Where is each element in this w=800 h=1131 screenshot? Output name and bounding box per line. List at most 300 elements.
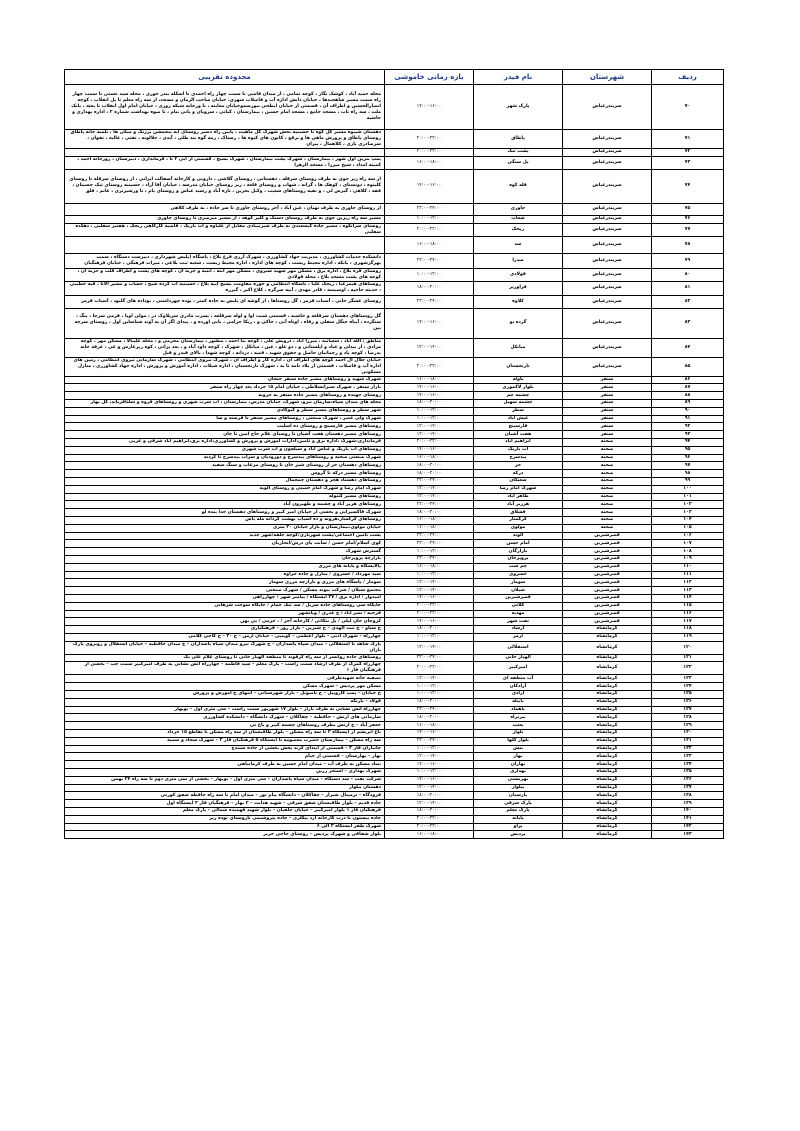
area-cell: فولاد – بارنکه	[65, 698, 385, 706]
area-cell: تصفیه خانه شهیدطرقی	[65, 675, 385, 683]
row-number: ۷۶	[652, 215, 724, 223]
feeder-cell: بعثت	[474, 722, 563, 730]
city-cell: قصرشیرین	[563, 563, 652, 571]
area-cell: بازار سنقر ، شهرک سبزانشلاطی ، خیابان امام ۱۵ خرداد بعد چهار راه سنقر	[65, 384, 385, 392]
outage-time-cell: ۲۰:۰۰-۲۲:۰۰	[385, 610, 474, 618]
table-row	[65, 477, 724, 485]
outage-time-cell: ۱۶:۰۰-۱۸:۰۰	[385, 563, 474, 571]
feeder-cell: فارسینج	[474, 423, 563, 431]
table-row	[65, 808, 724, 816]
row-number: ۱۲۶	[652, 698, 724, 706]
table-row	[65, 493, 724, 501]
table-row	[65, 792, 724, 800]
feeder-cell: سومار	[474, 579, 563, 587]
table-row	[65, 815, 724, 823]
feeder-cell: حر	[474, 462, 563, 470]
row-number: ۹۹	[652, 477, 724, 485]
area-cell: کروچان خان لیلی / پل نتکانی / کارخانه آجر / ، خرمی / بی بهن	[65, 618, 385, 626]
feeder-cell: امام حسن	[474, 540, 563, 548]
area-cell: از روستای جاوری به طرف نهیان ، عین آباد ، آخر روستای جاوری تا سر جاده ، به طرف کلاهی	[65, 203, 385, 215]
city-cell: سربندرعباس	[563, 203, 652, 215]
city-cell: صحنه	[563, 477, 652, 485]
city-cell: سنقر	[563, 415, 652, 423]
outage-time-cell: ۱۲:۰۰-۱۴:۰۰	[385, 431, 474, 439]
area-cell: روستاهای جاده روانسر از سه راه کرفوند تا منطقه الهیار خانی تا روستای غلام علی بگ	[65, 654, 385, 662]
feeder-cell: خسروی	[474, 571, 563, 579]
area-cell: جعفر آباد – خ ارتش بطرف روستاهای چشمه کبیر و باغ نی	[65, 722, 385, 730]
outage-time-cell: ۱۲:۰۰-۱۴:۰۰	[385, 493, 474, 501]
table-row	[65, 308, 724, 338]
table-row	[65, 470, 724, 478]
feeder-cell: بهار	[474, 753, 563, 761]
table-row	[65, 462, 724, 470]
feeder-cell: ریخک	[474, 223, 563, 236]
outage-time-cell: ۱۴:۰۰-۱۶:۰۰	[385, 169, 474, 203]
feeder-cell: مهدیه	[474, 610, 563, 618]
table-row	[65, 714, 724, 722]
outage-time-cell: ۱۸:۰۰-۲۰:۰۰	[385, 509, 474, 517]
table-row	[65, 698, 724, 706]
city-cell: سربندرعباس	[563, 130, 652, 149]
row-number: ۱۳۳	[652, 753, 724, 761]
feeder-cell: الهیار خانی	[474, 654, 563, 662]
city-cell: صحنه	[563, 485, 652, 493]
outage-time-cell: ۱۴:۰۰-۱۶:۰۰	[385, 761, 474, 769]
area-cell: گسترش شهرک	[65, 548, 385, 556]
feeder-cell: مولوی	[474, 524, 563, 532]
row-number: ۱۲۹	[652, 722, 724, 730]
outage-time-cell: ۲۲:۰۰-۲۴:۰۰	[385, 253, 474, 268]
feeder-cell: میانکل	[474, 338, 563, 357]
feeder-cell: نفت شهر	[474, 618, 563, 626]
feeder-cell: بهداری	[474, 769, 563, 777]
feeder-cell: آب باریک	[474, 446, 563, 454]
table-row	[65, 509, 724, 517]
feeder-cell: الوند	[474, 532, 563, 540]
area-cell: خیابان مولوی،بیمارستان و بازار خیابان ۲۰ متری	[65, 524, 385, 532]
table-row	[65, 745, 724, 753]
feeder-cell: بلوار گلها	[474, 737, 563, 745]
area-cell: سه راه مسکن – بیمارستان حضرت معصومه تا ایستگاه ۵ فرهنگیان فاز ۲ – شهرک سجاد و سمیه	[65, 737, 385, 745]
area-cell: روستاهای دهستان حر از روستای شیر خان تا روستای مرغاب و سنگ سفید	[65, 462, 385, 470]
feeder-cell: چشمه سهیل	[474, 399, 563, 407]
area-cell: مجتمع شیلان / شرکت پیوند مسکن / شهرک صنعتی	[65, 587, 385, 595]
table-row	[65, 253, 724, 268]
table-row	[65, 223, 724, 236]
city-cell: کرمانشاه	[563, 626, 652, 634]
outage-time-cell: ۲۰:۰۰-۲۲:۰۰	[385, 815, 474, 823]
row-number: ۱۰۸	[652, 548, 724, 556]
row-number: ۱۳۵	[652, 769, 724, 777]
outage-time-cell: ۱۸:۰۰-۲۰:۰۰	[385, 281, 474, 295]
city-cell: کرمانشاه	[563, 730, 652, 738]
row-number: ۸۴	[652, 338, 724, 357]
outage-time-cell: ۱۴:۰۰-۱۶:۰۰	[385, 85, 474, 130]
feeder-cell: پشت تنگ	[474, 149, 563, 157]
table-row	[65, 602, 724, 610]
table-row	[65, 594, 724, 602]
outage-time-cell: ۲۰:۰۰-۲۲:۰۰	[385, 223, 474, 236]
city-cell: کرمانشاه	[563, 823, 652, 831]
outage-time-cell: ۱۸:۰۰-۲۰:۰۰	[385, 698, 474, 706]
row-number: ۱۳۷	[652, 784, 724, 792]
row-number: ۱۱۹	[652, 633, 724, 641]
row-number: ۱۰۷	[652, 540, 724, 548]
feeder-cell: چم شت	[474, 563, 563, 571]
table-row	[65, 524, 724, 532]
feeder-cell: آزادی	[474, 691, 563, 699]
area-cell: محله حمید آباد ، کوشک نگار ، کوچه تمامی ، از میدان قاضی تا سمت چهار راه احمدی تا اسکله بندر حوری ، محله سید نعمتی تا سمت چهار راه سمت مسیر شاهحیدها ، خیابان دانش اداره آب و فاضلاب شهری، خیابان صاحب الزمان و مسجد، از سه راه معلم تا پل انقلاب ، کوچه انصارالحسین و اطراف آن ، قسمتی از خیابان ابطحی نیورسموخیابان معاینه ، نا ورخانه شبکه روزی ، خیابان امام اول انقلاب تا بعثه ، بانک ملت ، سه راه تاب ، مسجد جامع ، مسجد امام حسین ، بیمارستان ، کیانی ، سرویان و بانی بنام ، نا صوه بهداشت شماره ۲ ، اداره بهداری و حاشیه	[65, 85, 385, 130]
table-header-row	[65, 70, 724, 85]
outage-time-cell: ۱۴:۰۰-۱۶:۰۰	[385, 392, 474, 400]
city-cell: سنقر	[563, 399, 652, 407]
city-cell: سربندرعباس	[563, 149, 652, 157]
feeder-cell: پل سنگی	[474, 156, 563, 169]
row-number: ۱۰۶	[652, 532, 724, 540]
area-cell: روستاهای گرگسار،هرونه و ده اسیاب بهشت کردانه مله باس	[65, 516, 385, 524]
area-cell: بلوار شقاقی و شهرک پردیس – روستای حاجی خزیز	[65, 831, 385, 839]
area-cell: محله های میدان سپاه،سازمان نیرو، شهرک، خیابان مدرس، بیمارستان ، آب شرب شهری و روستاهای قروه و شلتاقرباند، گل بهار	[65, 399, 385, 407]
outage-time-cell: ۲۲:۰۰-۲۴:۰۰	[385, 295, 474, 308]
feeder-cell: جاوری	[474, 203, 563, 215]
row-number: ۹۳	[652, 431, 724, 439]
table-row	[65, 540, 724, 548]
city-cell: کرمانشاه	[563, 815, 652, 823]
outage-time-cell: ۱۰:۰۰-۱۲:۰۰	[385, 769, 474, 777]
row-number: ۱۱۷	[652, 618, 724, 626]
area-cell	[65, 236, 385, 253]
table-row	[65, 384, 724, 392]
city-cell: سربندرعباس	[563, 169, 652, 203]
outage-time-cell: ۱۲:۰۰-۱۴:۰۰	[385, 784, 474, 792]
area-cell: شهرک شهید و روستاهای مسیر جاده سنقر جنجان	[65, 376, 385, 384]
table-row	[65, 753, 724, 761]
table-row	[65, 130, 724, 149]
table-row	[65, 438, 724, 446]
feeder-cell: گرده نو	[474, 308, 563, 338]
row-number: ۱۰۵	[652, 524, 724, 532]
area-cell: مسیر سه راه زیرین جوی به طرف روستای دستک و کلیر کوهد ، از مسیر میرصری تا روستای جاوری	[65, 215, 385, 223]
feeder-cell: بنش	[474, 745, 563, 753]
area-cell: فرهنگیان فاز ۱ بلوار امیرکبیر – خیابان حلقیان – بلوار شهید فهمیده شمالی – پارک معلم	[65, 808, 385, 816]
city-cell: صحنه	[563, 493, 652, 501]
area-cell: جایگاه سی روستاهای جاده سریل / سد تنگ حمام / جایگاه سوخت شرهانی	[65, 602, 385, 610]
feeder-cell: باوله	[474, 376, 563, 384]
outage-time-cell: ۲۲:۰۰-۲۴:۰۰	[385, 555, 474, 563]
area-cell: باغ ابریشم از ایستگاه ۲ تا سه راه مسکن – بلوار طاقبستان از سه راه مسکن تا تقاطع ۱۵ خرداد	[65, 730, 385, 738]
table-body	[65, 85, 724, 839]
area-cell: شهرک صنعتی صحنه و روستاهای بیدسرخ و دورودیان و سراب بیدسرخ تا گردنه	[65, 454, 385, 462]
table-row	[65, 376, 724, 384]
feeder-cell: پارک معلم	[474, 808, 563, 816]
outage-time-cell: ۱۲:۰۰-۱۴:۰۰	[385, 338, 474, 357]
row-number: ۸۲	[652, 295, 724, 308]
outage-time-cell: ۲۰:۰۰-۲۲:۰۰	[385, 357, 474, 376]
area-cell: شهرک ظفر ایستگاه ۳ الی ۶	[65, 823, 385, 831]
city-cell: قصرشیرین	[563, 548, 652, 556]
city-cell: قصرشیرین	[563, 532, 652, 540]
row-number: ۷۵	[652, 203, 724, 215]
area-cell: شهرک قاکسیرانی و بخشی از خیابان امیر کبیر و روستاهای دهستان خدا بنده لو	[65, 509, 385, 517]
row-number: ۸۳	[652, 308, 724, 338]
row-number: ۱۳۶	[652, 776, 724, 784]
area-cell: دهستان شیبوه مسیر گل کوه تا حسینیه بخش شهرک گل ماهیت ، پایین راه دسیر روستای آیه پنجمشن برژنگ و میکی ها ، تلمبه خانه پاطاق روستای پاطاق و پرورش ماهی ها و برقع ، کانون های کیوه ها ، رستاک ، زمه گوه بند طلی ، آیدی ، جلالونه ، نفتی ، غالیه ، نقوان ، سرصادری بازی ، کلاهمال ، پیران	[65, 130, 385, 149]
row-number: ۱۲۰	[652, 641, 724, 654]
table-row	[65, 203, 724, 215]
outage-time-cell: ۱۰:۰۰-۱۲:۰۰	[385, 691, 474, 699]
outage-time-cell: ۱۰:۰۰-۱۲:۰۰	[385, 548, 474, 556]
row-number: ۱۳۱	[652, 737, 724, 745]
table-row	[65, 571, 724, 579]
row-number: ۹۷	[652, 462, 724, 470]
feeder-cell: پارک شرقی	[474, 800, 563, 808]
city-cell: سنقر	[563, 431, 652, 439]
table-row	[65, 516, 724, 524]
table-row	[65, 641, 724, 654]
outage-time-cell: ۲۰:۰۰-۲۲:۰۰	[385, 130, 474, 149]
city-cell: کرمانشاه	[563, 761, 652, 769]
row-number: ۸۹	[652, 399, 724, 407]
feeder-cell: باهماد	[474, 706, 563, 714]
city-cell: قصرشیرین	[563, 610, 652, 618]
row-number: ۸۷	[652, 384, 724, 392]
city-cell: صحنه	[563, 446, 652, 454]
area-cell: سازمانی های ارتش – حافظیه – چقاکلان – شهرک دانشگاه – دانشکده کشاورزی	[65, 714, 385, 722]
city-cell: صحنه	[563, 509, 652, 517]
feeder-cell: سد	[474, 236, 563, 253]
area-cell: روستای فره بلاغ ، اداره برق ، مسکن مهر شهید شیروی ، مسکن مهر آبته ، ابنیه و حربه آن ، کوچه های پشت و اطراف قلب و حربه آن ، کوچه های پشت مسجد بلاغ ، محله فولادی	[65, 268, 385, 281]
row-number: ۱۴۱	[652, 815, 724, 823]
city-cell: قصرشیرین	[563, 571, 652, 579]
table-row	[65, 675, 724, 683]
row-number: ۷۷	[652, 223, 724, 236]
city-cell: صحنه	[563, 462, 652, 470]
area-cell: روستاهای هیمرغیا ، ریخک علیا ، باسگاه انتظامی و حوزه مقاومت بسیج آبیه بلاغ ، حسینیه آب گرده شیخ ، حساب و مسیر الانا ، قیه خطیبی ، حدیثه حاجیه ، اوسیمنه ، قادر مهدی ، آبیه سرگره ، کلاغ اکبر ، گیزره	[65, 281, 385, 295]
feeder-cell: شهرک امام رضا	[474, 485, 563, 493]
row-number: ۹۴	[652, 438, 724, 446]
row-number: ۱۳۴	[652, 761, 724, 769]
feeder-cell: بیلوار	[474, 784, 563, 792]
area-cell: جاده قدیم – بلوار طاقبستان شفق شرقی – شهید هدایت – ۲ بهار – فرهنگیان فاز ۲ ایستگاه اول	[65, 800, 385, 808]
area-cell: سید مهرداد / خسروی / منازل و جاده خراوه	[65, 571, 385, 579]
outage-time-cell: ۱۶:۰۰-۱۸:۰۰	[385, 524, 474, 532]
table-row	[65, 776, 724, 784]
city-cell: کرمانشاه	[563, 706, 652, 714]
feeder-cell: پارسیان	[474, 792, 563, 800]
area-cell: شهر سطر و روستاهای مسیر سطر و کیوکادی	[65, 407, 385, 415]
outage-time-cell: ۱۲:۰۰-۱۴:۰۰	[385, 753, 474, 761]
area-cell: روستاهای هریز آباد و چشمه و ظهیرون آباد	[65, 501, 385, 509]
table-row	[65, 215, 724, 223]
area-cell: روستاهای آب باریک و عباس آباد و سبلچون و آب شرب شهری	[65, 446, 385, 454]
city-cell: کرمانشاه	[563, 675, 652, 683]
table-row	[65, 633, 724, 641]
table-row	[65, 236, 724, 253]
outage-time-cell: ۱۴:۰۰-۱۶:۰۰	[385, 594, 474, 602]
city-cell: کرمانشاه	[563, 654, 652, 662]
outage-schedule-table	[64, 69, 724, 839]
outage-time-cell: ۱۶:۰۰-۱۸:۰۰	[385, 454, 474, 462]
outage-time-cell: ۲۰:۰۰-۲۲:۰۰	[385, 823, 474, 831]
row-number: ۷۱	[652, 130, 724, 149]
table-row	[65, 761, 724, 769]
outage-time-cell: ۱۰:۰۰-۱۲:۰۰	[385, 571, 474, 579]
city-cell: کرمانشاه	[563, 662, 652, 675]
row-number: ۱۱۸	[652, 626, 724, 634]
outage-time-cell: ۲۲:۰۰-۲۴:۰۰	[385, 532, 474, 540]
table-row	[65, 85, 724, 130]
city-cell: کرمانشاه	[563, 698, 652, 706]
feeder-cell: آرادکان	[474, 683, 563, 691]
area-cell: خ ستاو – خ نبت الهدی – خ شیرین – بازار روز – فرهنگیاری	[65, 626, 385, 634]
feeder-cell: بلوار لاکموری	[474, 384, 563, 392]
feeder-cell: استقلالی	[474, 641, 563, 654]
table-row	[65, 618, 724, 626]
area-cell: بهار – بهارستان – قسمتی از خیام	[65, 753, 385, 761]
table-row	[65, 485, 724, 493]
row-number: ۷۸	[652, 236, 724, 253]
outage-time-cell: ۱۰:۰۰-۱۲:۰۰	[385, 745, 474, 753]
row-number: ۱۰۲	[652, 501, 724, 509]
city-cell: کرمانشاه	[563, 784, 652, 792]
outage-time-cell: ۱۴:۰۰-۱۶:۰۰	[385, 446, 474, 454]
outage-time-cell: ۱۸:۰۰-۲۰:۰۰	[385, 399, 474, 407]
table-row	[65, 626, 724, 634]
table-row	[65, 392, 724, 400]
outage-time-cell: ۱۴:۰۰-۱۶:۰۰	[385, 308, 474, 338]
header-approximate-area: محدوده تقریبی	[65, 70, 385, 85]
city-cell: سنقر	[563, 407, 652, 415]
city-cell: سربندرعباس	[563, 236, 652, 253]
feeder-cell: قشلاق	[474, 509, 563, 517]
outage-time-cell: ۲۰:۰۰-۲۲:۰۰	[385, 438, 474, 446]
outage-time-cell: ۱۰:۰۰-۱۲:۰۰	[385, 415, 474, 423]
row-number: ۹۱	[652, 415, 724, 423]
area-cell: جانبازان فاز ۳ – قسمتی از ابتدای کرند پخش بخشی از جاده سنندج	[65, 745, 385, 753]
row-number: ۱۲۲	[652, 662, 724, 675]
row-number: ۷۲	[652, 149, 724, 157]
feeder-cell: ابراهیم آباد	[474, 438, 563, 446]
city-cell: کرمانشاه	[563, 722, 652, 730]
row-number: ۷۴	[652, 169, 724, 203]
table-row	[65, 548, 724, 556]
row-number: ۹۵	[652, 446, 724, 454]
feeder-cell: آب منطقه ای	[474, 675, 563, 683]
row-number: ۷۳	[652, 156, 724, 169]
feeder-cell: پاطاق	[474, 130, 563, 149]
outage-time-cell: ۱۰:۰۰-۱۲:۰۰	[385, 268, 474, 281]
area-cell: فرحیه / نصر آباد / ج عذری / ویانشهر	[65, 610, 385, 618]
row-number: ۱۰۳	[652, 509, 724, 517]
area-cell: از سه راه زیر جوی به طرف روستای سرقله ، دهستانی ، روستای گلاشی ، دارویی و کارخانه آسفالت ایرانی ، از روستای سرقله تا روستای کلیتوه ، دونستای ، کوهک ها ، گرانه ، شهاب و روستای قلعه ، زیر روستای خیابان مدرسه ، خیابان آقا آزاد ، حسینیه روستای تنک حسینان ، فقه ، کلاهی ، گیرس لی ، و بقیه روستاهای شعیب ، وکیل بحرین ، تازه آباد و رشید عباس و روستای بام ، نا ورشیرنزی ، غانم ، فلق	[65, 169, 385, 203]
outage-time-cell: ۲۲:۰۰-۲۴:۰۰	[385, 540, 474, 548]
row-number: ۱۰۱	[652, 493, 724, 501]
city-cell: سربندرعباس	[563, 338, 652, 357]
table-row	[65, 501, 724, 509]
city-cell: قصرشیرین	[563, 587, 652, 595]
table-row	[65, 169, 724, 203]
city-cell: سربندرعباس	[563, 308, 652, 338]
row-number: ۱۳۰	[652, 730, 724, 738]
feeder-cell: هرزیز آباد	[474, 501, 563, 509]
table-row	[65, 156, 724, 169]
area-cell: دهستان بیلوار	[65, 784, 385, 792]
outage-time-cell: ۱۴:۰۰-۱۶:۰۰	[385, 776, 474, 784]
table-row	[65, 579, 724, 587]
outage-time-cell: ۱۶:۰۰-۱۸:۰۰	[385, 516, 474, 524]
feeder-cell: سطر	[474, 407, 563, 415]
area-cell: روستاهای مسیر دهستان هفت آشیان تا روستای غلام حاج امین تا خان	[65, 431, 385, 439]
table-row	[65, 800, 724, 808]
city-cell: سربندرعباس	[563, 156, 652, 169]
row-number: ۹۶	[652, 454, 724, 462]
table-row	[65, 737, 724, 745]
area-cell: پشت تامین اجتماعی/پشت شهربازی/کوچه حلقه/شهر جدید	[65, 532, 385, 540]
table-row	[65, 431, 724, 439]
feeder-cell: فراوزیر	[474, 281, 563, 295]
area-cell: پارک شاهد تا استقلالی – میدان سپاه پاسداران – خ شهرک نیرو میدان سپاه پاسداران – خ میدان حافظیه – خیابان استقلال و روبروی پارک باران	[65, 641, 385, 654]
area-cell: روستای جهنده و روستاهای مسیر جاده سنقر به جرویه	[65, 392, 385, 400]
city-cell: کرمانشاه	[563, 714, 652, 722]
outage-time-cell: ۱۲:۰۰-۱۴:۰۰	[385, 587, 474, 595]
feeder-cell: فولادی	[474, 268, 563, 281]
table-row	[65, 407, 724, 415]
city-cell: کرمانشاه	[563, 769, 652, 777]
row-number: ۱۱۶	[652, 610, 724, 618]
city-cell: کرمانشاه	[563, 745, 652, 753]
feeder-cell: گرکمناز	[474, 516, 563, 524]
table-row	[65, 338, 724, 357]
feeder-cell: درکه	[474, 470, 563, 478]
outage-time-cell: ۲۲:۰۰-۲۴:۰۰	[385, 737, 474, 745]
row-number: ۱۰۰	[652, 485, 724, 493]
outage-time-cell: ۲۲:۰۰-۲۴:۰۰	[385, 203, 474, 215]
city-cell: سنقر	[563, 384, 652, 392]
area-cell: شهرک ولی عصر ، شهرک صنعتی ، روستاهای مسیر سنقر تا فرسند و سا	[65, 415, 385, 423]
city-cell: صحنه	[563, 438, 652, 446]
feeder-cell: شیلان	[474, 587, 563, 595]
feeder-cell: نارنجستان	[474, 357, 563, 376]
area-cell: دانشکده خدمات کشاورزی ، مدیریت جهاد کشاورزی ، شهرک آرزی فرع بلاغ ، پاسگاه (پلیس شهرداری ، دبیرست دستگاه ، سمت بهرگزشهری ، بانکه ، اداره محیط زیست ، کوچه های اداره ، اداره محیط زیست ، شعبه ثبت بلاغی ، میراث فرهنگی ، خیابان فرهنگیان	[65, 253, 385, 268]
city-cell: صحنه	[563, 516, 652, 524]
table-row	[65, 446, 724, 454]
table-row	[65, 654, 724, 662]
outage-time-cell: ۲۲:۰۰-۲۴:۰۰	[385, 706, 474, 714]
area-cell: روستاهای مسیر فارسینج و روستای ده اسلیب	[65, 423, 385, 431]
table-row	[65, 683, 724, 691]
row-number: ۱۳۹	[652, 800, 724, 808]
header-feeder-name: نام فیدر	[474, 70, 563, 85]
feeder-cell: امیرکبیر	[474, 662, 563, 675]
feeder-cell: بابیله	[474, 698, 563, 706]
area-cell: پمپ بنزین اول شهر ، بیمارستان ، شهرک پشت بیمارستان ، شهرک بسیج ، قسمتی از آبی ۲ تا ، فرمانداری ، دبیرستان ، زورخانه احمد ، کمیته امداد ، شیخ میرزا ، مسجد الزهرا	[65, 156, 385, 169]
row-number: ۹۲	[652, 423, 724, 431]
row-number: ۱۱۳	[652, 587, 724, 595]
city-cell: سربندرعباس	[563, 215, 652, 223]
row-number: ۸۰	[652, 268, 724, 281]
row-number: ۸۶	[652, 376, 724, 384]
area-cell: روستاهای دهستاد هجر و دهستان چمچمال	[65, 477, 385, 485]
area-cell: مناطق : الله آباد ، شعبانیه ، میرزا آباد ، درویش علی ، کوچه بنا احمد ، مظنور ، بیمارستان محرمی و ، محله علیبالا ، مسکن مهر ، کوچه مرادی ، از بیدلی و عباد و ایلستانی و ، دو علو ، عین ، میانکل ، شهرک ، کوچه داود آباد و ، بعد پراثی ، کوه زیرغارس و غی ، غرفة خانه بدرضا ، کوچه پاد و رحماتیان حاصل و حقوق شهید ، قصه ، دزدانه ، کوچه شهدا ، بالای فیدر و قبل	[65, 338, 385, 357]
area-cell: چهارراه – شهرک ادبی – بلوار اعظمی – کوینیی – خیابان ارمن – خ ۳۰ – خ کاجی کلامی	[65, 633, 385, 641]
feeder-cell: پارک شهر	[474, 85, 563, 130]
area-cell: گل روستاهای دهستان سرقلعه و حاشیه ، قسمتی شیب اوا و لوله سرقلعه ، پسرت مادری سرپلاوک در ، مولی اوپا ، فرمی سرچا ، بنگ ، سنگرده ، آبیاه جنگل سفلی و رفاه ، اوناه آیی ، خاکی و ، ریکا حرامی ، بابی اورده و ، پیدای اگر آن به آوند شناساین اول ، روستای سرچه بین	[65, 308, 385, 338]
area-cell: امیدوار / اداره برق / ۲۷ ایستگاه / پیامبر شهر / چهارراهی	[65, 594, 385, 602]
outage-time-cell: ۱۴:۰۰-۱۶:۰۰	[385, 730, 474, 738]
table-row	[65, 563, 724, 571]
row-number: ۱۲۸	[652, 714, 724, 722]
area-cell: خ خیابان – پمپ کاروپیل – خ نامیوتل – بازار شهرستانی – انتهای خ آموزش و پرورش	[65, 691, 385, 699]
